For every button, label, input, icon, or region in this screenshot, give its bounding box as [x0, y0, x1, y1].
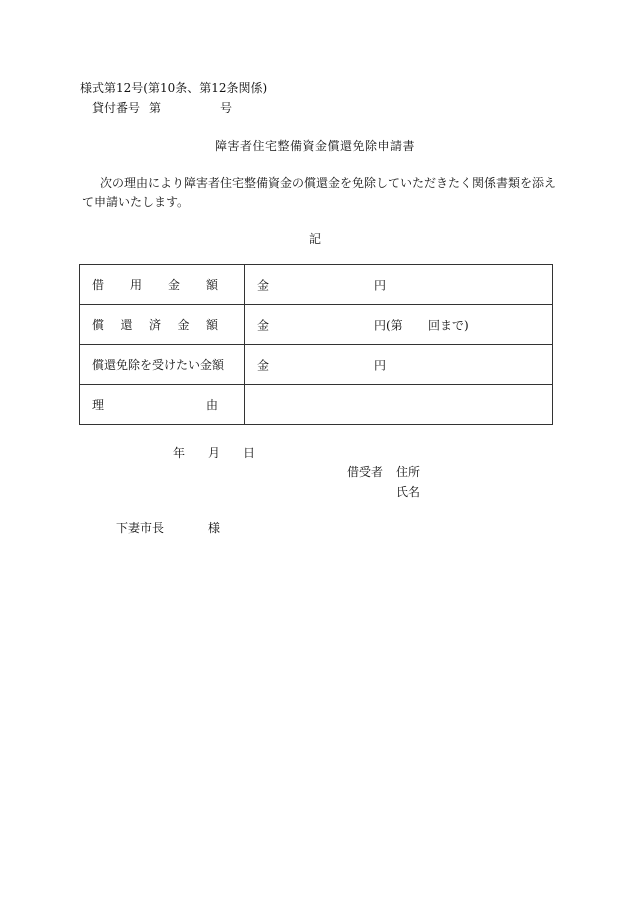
- table-row-repaid-amount: [80, 305, 553, 345]
- borrower-label: 借受者: [347, 465, 384, 479]
- label-char: 理: [92, 398, 105, 412]
- date-month: 月: [208, 446, 221, 460]
- date-day: 日: [243, 446, 256, 460]
- value-reason[interactable]: [245, 385, 553, 425]
- value-prefix: 金: [257, 278, 270, 292]
- addressee-name: 下妻市長: [116, 521, 165, 535]
- label-char: 済: [148, 318, 161, 332]
- borrower-name-line: [396, 486, 420, 498]
- date-year: 年: [173, 446, 186, 460]
- label-repaid-amount: [80, 305, 245, 345]
- document-title: 障害者住宅整備資金償還免除申請書: [214, 139, 415, 153]
- table-row-reason: [80, 385, 553, 425]
- name-label: 氏名: [396, 485, 421, 499]
- label-char: 額: [205, 278, 218, 292]
- detail-table: [79, 264, 553, 425]
- label-char: 金: [167, 278, 180, 292]
- body-text-line-1: 次の理由により障害者住宅整備資金の償還金を免除していただきたく関係書類を添え: [100, 176, 557, 190]
- address-label: 住所: [396, 465, 421, 479]
- loan-number-line: [92, 102, 252, 116]
- addressee-line: [116, 522, 316, 536]
- value-prefix: 金: [257, 318, 270, 332]
- ki-mark: 記: [308, 232, 321, 246]
- label-char: 金: [177, 318, 190, 332]
- borrower-address-line: [347, 466, 420, 478]
- loan-number-prefix: 第: [149, 101, 162, 115]
- label-reason: [80, 385, 245, 425]
- body-text-line-2: て申請いたします。: [82, 195, 190, 209]
- addressee-honorific: 様: [208, 521, 221, 535]
- value-repaid-amount[interactable]: [245, 305, 553, 345]
- table-row-loan-amount: [80, 265, 553, 305]
- value-prefix: 金: [257, 358, 270, 372]
- value-exemption-amount[interactable]: [245, 345, 553, 385]
- label-text: 償還免除を受けたい金額: [92, 358, 225, 372]
- value-extra: 回まで): [428, 318, 469, 332]
- value-suffix: 円: [374, 358, 387, 372]
- form-number: 様式第12号(第10条、第12条関係): [80, 81, 268, 95]
- label-char: 額: [205, 318, 218, 332]
- label-char: 借: [92, 278, 105, 292]
- loan-number-label: 貸付番号: [92, 101, 141, 115]
- value-suffix: 円(第: [374, 318, 403, 332]
- label-char: 償: [92, 318, 105, 332]
- label-char: 還: [120, 318, 133, 332]
- date-line: [0, 447, 630, 461]
- label-exemption-amount: [80, 345, 245, 385]
- label-loan-amount: [80, 265, 245, 305]
- label-char: 由: [205, 398, 218, 412]
- label-char: 用: [129, 278, 142, 292]
- value-loan-amount[interactable]: [245, 265, 553, 305]
- value-suffix: 円: [374, 278, 387, 292]
- loan-number-suffix: 号: [220, 101, 233, 115]
- table-row-exemption-amount: [80, 345, 553, 385]
